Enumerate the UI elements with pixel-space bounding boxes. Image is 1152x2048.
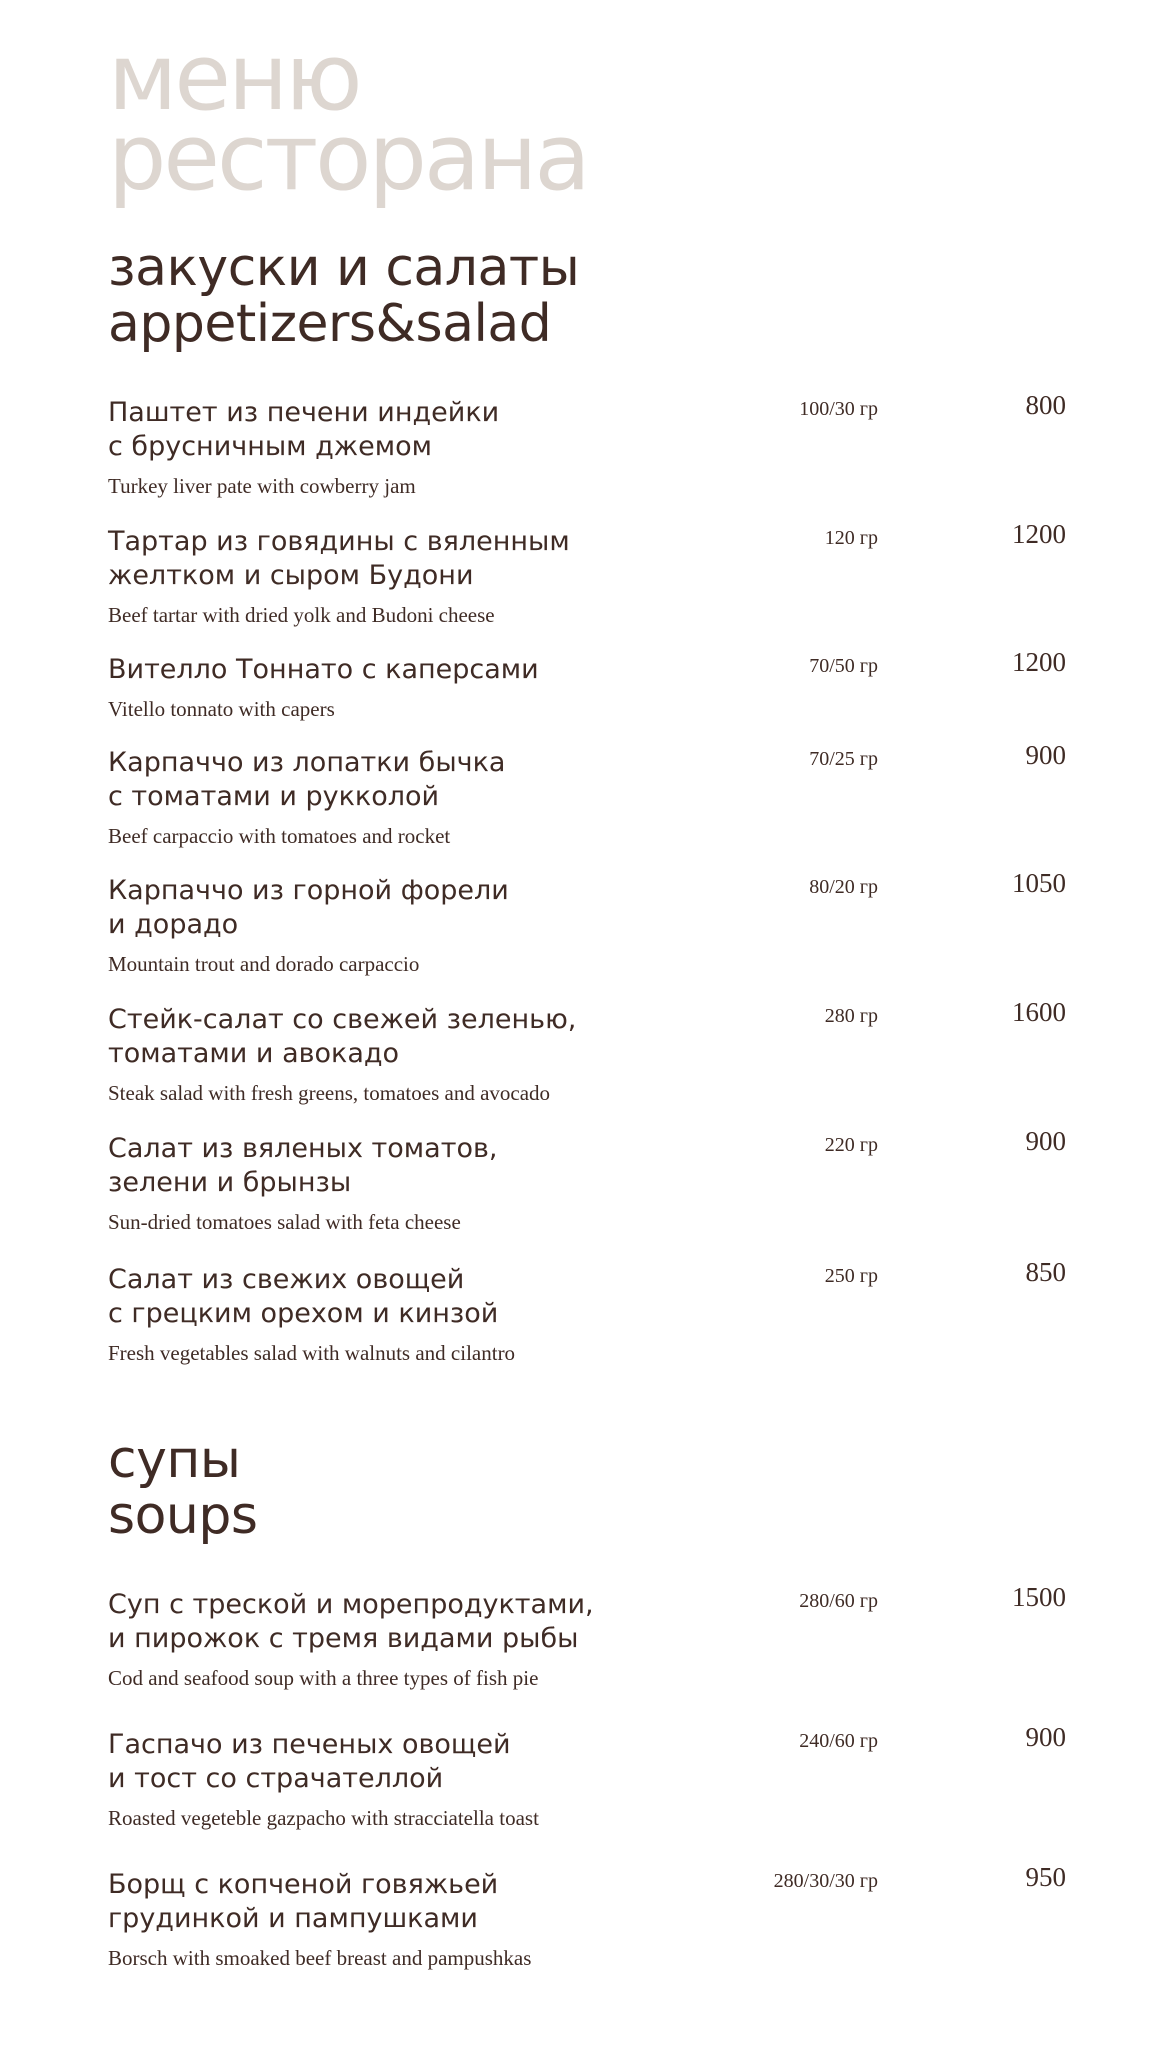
menu-item [108,390,1068,500]
menu-item [108,1862,1068,1972]
item-name-en: Beef carpaccio with tomatoes and rocket [108,824,451,848]
item-name-ru-line: с томатами и рукколой [108,781,440,812]
item-name-ru-line: Паштет из печени индейки [108,397,500,428]
item-name-en: Cod and seafood soup with a three types of fish pie [108,1666,539,1690]
item-price: 900 [1025,740,1066,770]
item-weight: 250 гр [824,1265,878,1287]
item-name-ru-line: Борщ с копченой говяжьей [108,1869,499,1900]
item-weight: 280/60 гр [799,1590,878,1612]
menu-item [108,997,1068,1107]
section-heading-ru: супы [108,1430,241,1490]
item-price: 800 [1025,390,1066,420]
item-name-ru-line: с грецким орехом и кинзой [108,1298,499,1329]
item-weight: 100/30 гр [799,398,878,420]
section-heading-en: appetizers&salad [108,294,552,354]
section-heading-soups [108,1432,257,1544]
item-price: 1600 [1012,997,1066,1027]
item-name-ru-line: Карпаччо из лопатки бычка [108,747,506,778]
item-name-ru-line: Вителло Тоннато с каперсами [108,654,539,685]
page-title [108,24,588,211]
menu-item [108,1582,1068,1692]
item-name-ru-line: Стейк-салат со свежей зеленью, [108,1004,577,1035]
item-price: 950 [1025,1862,1066,1892]
menu-item [108,740,1068,850]
item-weight: 120 гр [824,527,878,549]
item-name-ru [108,1132,668,1200]
item-name-ru-line: грудинкой и пампушками [108,1903,478,1934]
item-name-ru [108,1728,668,1796]
item-name-ru [108,746,668,814]
item-name-ru [108,874,668,942]
item-name-ru [108,1263,668,1331]
menu-item [108,1722,1068,1832]
item-name-ru-line: Салат из свежих овощей [108,1264,465,1295]
section-heading-ru: закуски и салаты [108,238,580,298]
item-price: 850 [1025,1257,1066,1287]
item-name-ru-line: томатами и авокадо [108,1038,400,1069]
item-name-ru [108,1588,668,1656]
item-name-ru-line: Карпаччо из горной форели [108,875,509,906]
menu-item [108,868,1068,978]
item-name-en: Steak salad with fresh greens, tomatoes and avocado [108,1081,551,1105]
section-heading-appetizers [108,240,579,352]
item-name-ru-line: и тост со страчателлой [108,1763,444,1794]
item-name-en: Beef tartar with dried yolk and Budoni cheese [108,603,495,627]
item-name-ru-line: Гаспачо из печеных овощей [108,1729,511,1760]
item-name-ru [108,1868,668,1936]
item-name-en: Fresh vegetables salad with walnuts and cilantro [108,1341,516,1365]
section-heading-en: soups [108,1486,258,1546]
menu-item [108,1126,1068,1236]
item-name-en: Roasted vegeteble gazpacho with stracciatella toast [108,1806,539,1830]
menu-item [108,1257,1068,1367]
item-price: 1200 [1012,519,1066,549]
item-weight: 70/25 гр [809,748,878,770]
item-weight: 80/20 гр [809,876,878,898]
item-name-ru-line: зелени и брынзы [108,1167,352,1198]
item-weight: 240/60 гр [799,1730,878,1752]
item-name-ru-line: с брусничным джемом [108,431,432,462]
item-name-en: Turkey liver pate with cowberry jam [108,474,416,498]
item-name-ru [108,525,668,593]
item-name-en: Mountain trout and dorado carpaccio [108,952,420,976]
item-name-ru-line: Тартар из говядины с вяленным [108,526,570,557]
item-price: 1200 [1012,647,1066,677]
item-name-ru-line: и дорадо [108,909,239,940]
item-name-en: Vitello tonnato with capers [108,697,335,721]
item-name-en: Borsch with smoaked beef breast and pampushkas [108,1946,532,1970]
item-name-ru [108,1003,668,1071]
item-price: 900 [1025,1722,1066,1752]
item-price: 1500 [1012,1582,1066,1612]
item-price: 900 [1025,1126,1066,1156]
item-name-en: Sun-dried tomatoes salad with feta cheese [108,1210,461,1234]
item-weight: 280/30/30 гр [773,1870,878,1892]
item-weight: 280 гр [824,1005,878,1027]
item-name-ru-line: и пирожок с тремя видами рыбы [108,1623,579,1654]
item-name-ru-line: Салат из вяленых томатов, [108,1133,498,1164]
item-price: 1050 [1012,868,1066,898]
menu-item [108,647,1068,723]
item-name-ru [108,653,668,687]
item-name-ru-line: Суп с треской и морепродуктами, [108,1589,594,1620]
item-name-ru-line: желтком и сыром Будони [108,560,474,591]
item-weight: 70/50 гр [809,655,878,677]
item-weight: 220 гр [824,1134,878,1156]
item-name-ru [108,396,668,464]
page-title-line1: меню [108,24,360,131]
menu-item [108,519,1068,629]
page-title-line2: ресторана [108,104,588,211]
